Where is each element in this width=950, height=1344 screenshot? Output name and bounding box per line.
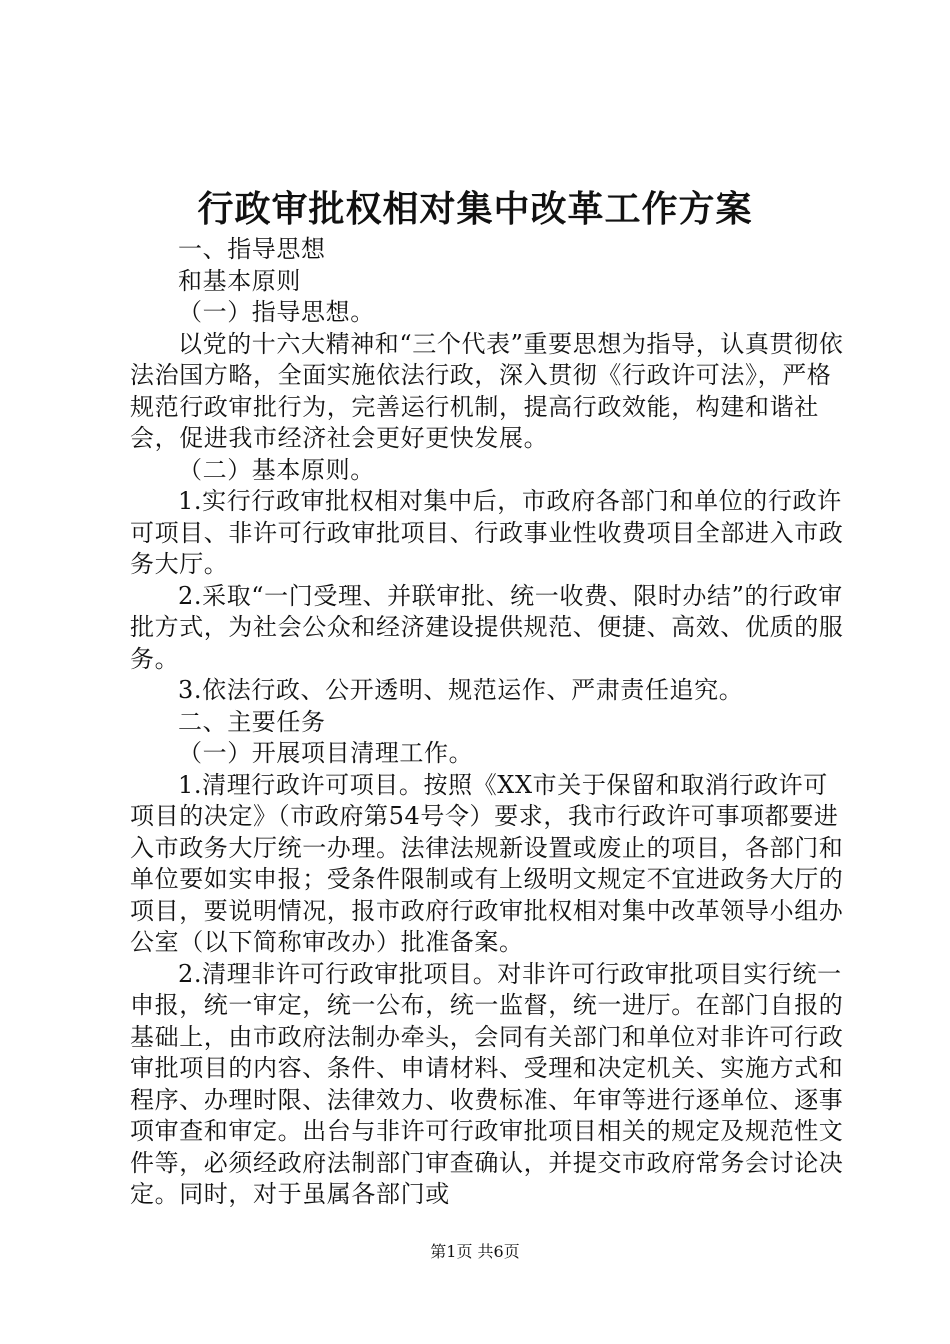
- document-body: [130, 205, 850, 1211]
- subsection-heading: （一）指导思想。: [178, 298, 375, 326]
- body-paragraph: 3.依法行政、公开透明、规范运作、严肃责任追究。: [178, 676, 744, 704]
- body-paragraph: 1.清理行政许可项目。按照《XX市关于保留和取消行政许可项目的决定》（市政府第54号令）要求，我市行政许可事项都要进入市政务大厅统一办理。法律法规新设置或废止的项目，各部门和单位要如实申报；受条件限制或有上级明文规定不宜进政务大厅的项目，要说明情况，报市政府行政审批权相对集中改革领导小组办公室（以下简称审改办）批准备案。: [130, 770, 844, 956]
- body-paragraph: 以党的十六大精神和“三个代表”重要思想为指导，认真贯彻依法治国方略，全面实施依法行政，深入贯彻《行政许可法》，严格规范行政审批行为，完善运行机制，提高行政效能，构建和谐社会，促进我市经济社会更好更快发展。: [130, 329, 844, 452]
- subsection-heading: （一）开展项目清理工作。: [178, 739, 474, 767]
- section-heading: 二、主要任务: [178, 707, 326, 736]
- section-heading: 和基本原则: [178, 266, 301, 295]
- page-number-footer: 第1页 共6页: [430, 1242, 520, 1261]
- body-paragraph: 1.实行行政审批权相对集中后，市政府各部门和单位的行政许可项目、非许可行政审批项目、行政事业性收费项目全部进入市政务大厅。: [130, 487, 844, 578]
- document-title: 行政审批权相对集中改革工作方案: [197, 188, 753, 230]
- section-heading: 一、指导思想: [178, 235, 326, 263]
- body-paragraph: 2.采取“一门受理、并联审批、统一收费、限时办结”的行政审批方式，为社会公众和经济建设提供规范、便捷、高效、优质的服务。: [130, 581, 844, 673]
- subsection-heading: （二）基本原则。: [178, 455, 375, 484]
- body-paragraph: 2.清理非许可行政审批项目。对非许可行政审批项目实行统一申报，统一审定，统一公布，统一监督，统一进厅。在部门自报的基础上，由市政府法制办牵头，会同有关部门和单位对非许可行政审批项目的内容、条件、申请材料、受理和决定机关、实施方式和程序、办理时限、法律效力、收费标准、年审等进行逐单位、逐事项审查和审定。出台与非许可行政审批项目相关的规定及规范性文件等，必须经政府法制部门审查确认，并提交市政府常务会讨论决定。同时，对于虽属各部门或: [130, 959, 844, 1208]
